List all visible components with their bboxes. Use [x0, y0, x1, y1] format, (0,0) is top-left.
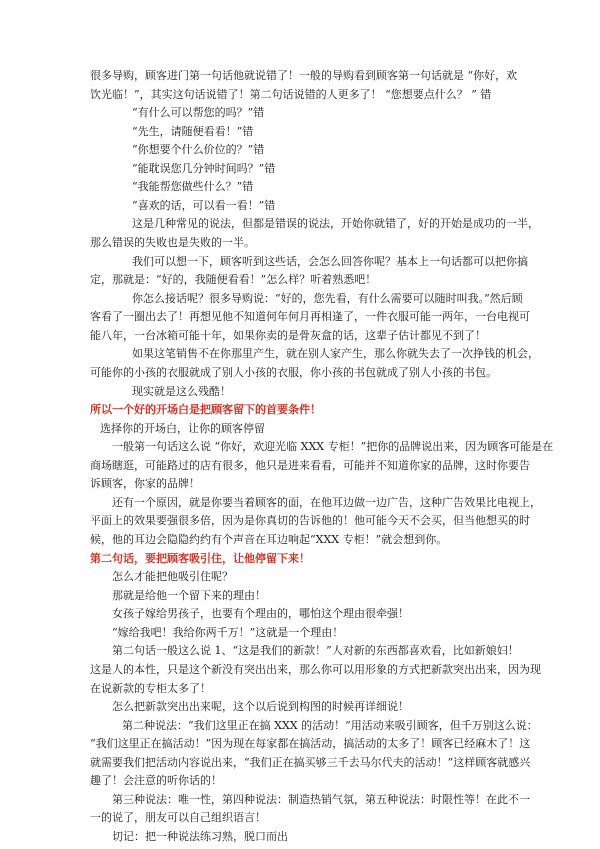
- paragraph-line: 可能你的小孩的衣服就成了别人小孩的衣服，你小孩的书包就成了别人小孩的书包。: [90, 365, 497, 379]
- paragraph-line: 第三种说法：唯一性，第四种说法：制造热销气氛，第五种说法：时限性等！在此不一: [112, 792, 530, 806]
- paragraph-line: 怎么才能把他吸引住呢？: [112, 570, 233, 584]
- paragraph-line: 在说新款的专柜太多了！: [90, 681, 211, 695]
- paragraph-line: “我们这里正在搞活动！”因为现在每家都在搞活动，搞活动的太多了！顾客已经麻木了！这: [90, 737, 531, 751]
- paragraph-line: 如果这笔销售不在你那里产生，就在别人家产生，那么你就失去了一次挣钱的机会，: [132, 347, 539, 361]
- paragraph-line: “先生，请随便看看！”错: [132, 124, 254, 138]
- paragraph-line: “能耽误您几分钟时间吗？”错: [132, 161, 276, 175]
- paragraph-line: 切记：把一种说法练习熟，脱口而出: [112, 830, 288, 843]
- paragraph-line: 那就是给他一个留下来的理由！: [112, 588, 266, 602]
- paragraph-line: “喜欢的话，可以看一看！”错: [132, 198, 276, 212]
- paragraph-line: 客看了一圈出去了！再想见他不知道何年何月再相逢了，一件衣服可能一两年，一台电视可: [90, 310, 530, 324]
- paragraph-line: 女孩子嫁给男孩子，也要有个理由的，哪怕这个理由很牵强！: [112, 607, 409, 621]
- paragraph-line: “有什么可以帮您的吗？”错: [132, 106, 265, 120]
- paragraph-line: 第二种说法：“我们这里正在搞 XXX 的活动！”用活动来吸引顾客，但千万别这么说：: [122, 718, 538, 732]
- paragraph-line: 怎么把新款突出出来呢，这个以后说到构图的时候再详细说！: [112, 700, 409, 714]
- paragraph-line: 一般第一句话这么说 “你好，欢迎光临 XXX 专柜！”把你的品牌说出来，因为顾客可能是在: [112, 440, 554, 454]
- paragraph-line: 还有一个原因，就是你要当着顾客的面，在他耳边做一边广告，这种广告效果比电视上，: [112, 495, 541, 509]
- section-subheading: 选择你的开场白，让你的顾客停留: [100, 421, 265, 435]
- paragraph-line: “嫁给我吧！我给你两千万！”这就是一个理由！: [112, 625, 344, 639]
- paragraph-line: 定，那就是：“好的，我随便看看！”怎么样？听着熟悉吧！: [90, 273, 377, 287]
- paragraph-line: 现实就是这么残酷！: [132, 384, 231, 398]
- paragraph-line: “你想要个什么价位的？”错: [132, 143, 265, 157]
- paragraph-line: 商场瞎逛，可能路过的店有很多，他只是进来看看，可能并不知道你家的品牌，这时你要告: [90, 458, 530, 472]
- paragraph-line: 诉顾客，你家的品牌！: [90, 477, 200, 491]
- paragraph-line: 这是几种常见的说法，但都是错误的说法，开始你就错了，好的开始是成功的一半，: [132, 217, 539, 231]
- section-heading: 所以一个好的开场白是把顾客留下的首要条件！: [90, 403, 321, 417]
- paragraph-line: 那么错误的失败也是失败的一半。: [90, 236, 255, 250]
- paragraph-line: “我能帮您做些什么？”错: [132, 180, 254, 194]
- paragraph-line: 平面上的效果要强很多倍，因为是你真切的告诉他的！他可能今天不会买，但当他想买的时: [90, 514, 530, 528]
- paragraph-line: 能八年，一台冰箱可能十年，如果你卖的是骨灰盒的话，这辈子估计都见不到了！: [90, 328, 486, 342]
- paragraph-line: 候，他的耳边会隐隐约约有个声音在耳边响起“XXX 专柜！”就会想到你。: [90, 533, 448, 547]
- paragraph-line: 这是人的本性，只是这个新没有突出出来，那么你可以用形象的方式把新款突出出来，因为现: [90, 662, 541, 676]
- paragraph-line: 很多导购，顾客进门第一句话他就说错了！一般的导购看到顾客第一句话就是 “你好，欢: [90, 69, 518, 82]
- paragraph-line: 一的说了，朋友可以自己组织语言！: [90, 811, 266, 825]
- paragraph-line: 就需要我们把活动内容说出来，“我们正在搞买够三千去马尔代夫的活动！”这样顾客就感兴: [90, 755, 531, 769]
- paragraph-line: 我们可以想一下，顾客听到这些话，会怎么回答你呢？基本上一句话都可以把你搞: [132, 254, 528, 268]
- paragraph-line: 趣了！会注意的听你话的！: [90, 774, 222, 788]
- paragraph-line: 你怎么接话呢？很多导购说：“好的，您先看，有什么需要可以随时叫我。”然后顾: [132, 291, 523, 305]
- paragraph-line: 饮光临！”，其实这句话说错了！第二句话说错的人更多了！ “您想要点什么？ ” 错: [90, 87, 492, 101]
- section-heading: 第二句话，要把顾客吸引住，让他停留下来！: [90, 551, 310, 565]
- paragraph-line: 第二句话一般这么说 1、“这是我们的新款！”人对新的东西都喜欢看，比如新娘妇！: [112, 644, 519, 658]
